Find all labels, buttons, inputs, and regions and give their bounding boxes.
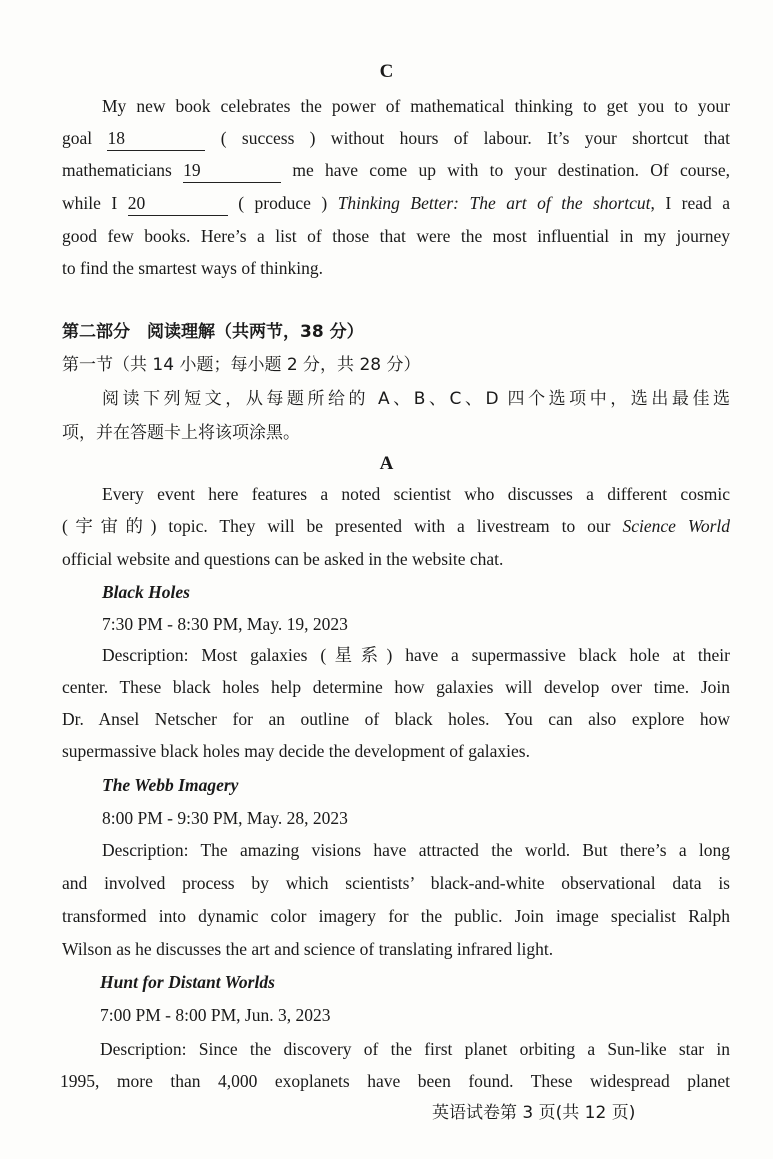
text: mathematicians xyxy=(62,160,172,180)
text: , I read a xyxy=(650,193,731,213)
section-c-line-4 xyxy=(62,191,730,216)
text: goal xyxy=(62,128,93,148)
event-title: Black Holes xyxy=(102,582,190,602)
event-time: 7:30 PM - 8:30 PM, May. 19, 2023 xyxy=(102,614,348,634)
text: me have come up with to your destination. Of course, xyxy=(292,160,731,180)
section-c-line-1: My new book celebrates the power of mathematical thinking to get you to your xyxy=(102,96,730,116)
passage-a-intro-2 xyxy=(62,514,730,538)
text: while I xyxy=(62,193,118,213)
event-description-line: Wilson as he discusses the art and science of translating infrared light. xyxy=(62,939,554,959)
section-c-letter: C xyxy=(379,61,394,82)
book-title: Thinking Better: The art of the shortcut xyxy=(337,193,651,213)
part2-subheading: 第一节（共 14 小题；每小题 2 分，共 28 分） xyxy=(62,355,421,375)
section-c-line-3 xyxy=(62,158,730,183)
event-time: 8:00 PM - 9:30 PM, May. 28, 2023 xyxy=(102,808,348,828)
page-footer: 英语试卷第 3 页(共 12 页) xyxy=(432,1103,636,1123)
event-description-line: Dr. Ansel Netscher for an outline of black holes. You can also explore how xyxy=(62,709,730,729)
event-description-line: Description: Most galaxies (星系) have a supermassive black hole at their xyxy=(102,645,730,665)
event-description-line: center. These black holes help determine how galaxies will develop over time. Join xyxy=(62,677,730,697)
section-c-line-2 xyxy=(62,126,730,151)
part2-instruction-2: 项，并在答题卡上将该项涂黑。 xyxy=(62,423,300,443)
part2-instruction-1: 阅读下列短文，从每题所给的 A、B、C、D 四个选项中，选出最佳选 xyxy=(102,389,730,409)
event-title: Hunt for Distant Worlds xyxy=(100,972,275,992)
text: ( success ) without hours of labour. It’s your shortcut that xyxy=(220,128,731,148)
blank-20: 20 xyxy=(128,191,228,216)
event-description-line: supermassive black holes may decide the development of galaxies. xyxy=(62,741,530,761)
blank-19: 19 xyxy=(183,158,281,183)
event-description-line: Description: Since the discovery of the first planet orbiting a Sun-like star in xyxy=(100,1039,730,1059)
event-description-line: transformed into dynamic color imagery for the public. Join image specialist Ralph xyxy=(62,906,730,926)
text: (宇宙的) topic. They will be presented with a livestream to our xyxy=(62,516,611,536)
event-title: The Webb Imagery xyxy=(102,775,239,795)
section-c-line-6: to find the smartest ways of thinking. xyxy=(62,258,324,278)
event-description-line: and involved process by which scientists’ black-and-white observational data is xyxy=(62,873,730,893)
event-description-line: 1995, more than 4,000 exoplanets have been found. These widespread planet xyxy=(60,1071,730,1091)
event-time: 7:00 PM - 8:00 PM, Jun. 3, 2023 xyxy=(100,1005,331,1025)
passage-a-intro-3: official website and questions can be asked in the website chat. xyxy=(62,549,504,569)
event-description-line: Description: The amazing visions have attracted the world. But there’s a long xyxy=(102,840,730,860)
passage-a-letter: A xyxy=(379,453,394,474)
passage-a-intro-1: Every event here features a noted scientist who discusses a different cosmic xyxy=(102,484,730,504)
section-c-line-5: good few books. Here’s a list of those that were the most influential in my journey xyxy=(62,226,730,246)
site-name: Science World xyxy=(622,516,730,536)
part2-heading: 第二部分 阅读理解（共两节，38 分） xyxy=(62,322,364,342)
text: ( produce ) xyxy=(238,193,328,213)
blank-18: 18 xyxy=(107,126,205,151)
